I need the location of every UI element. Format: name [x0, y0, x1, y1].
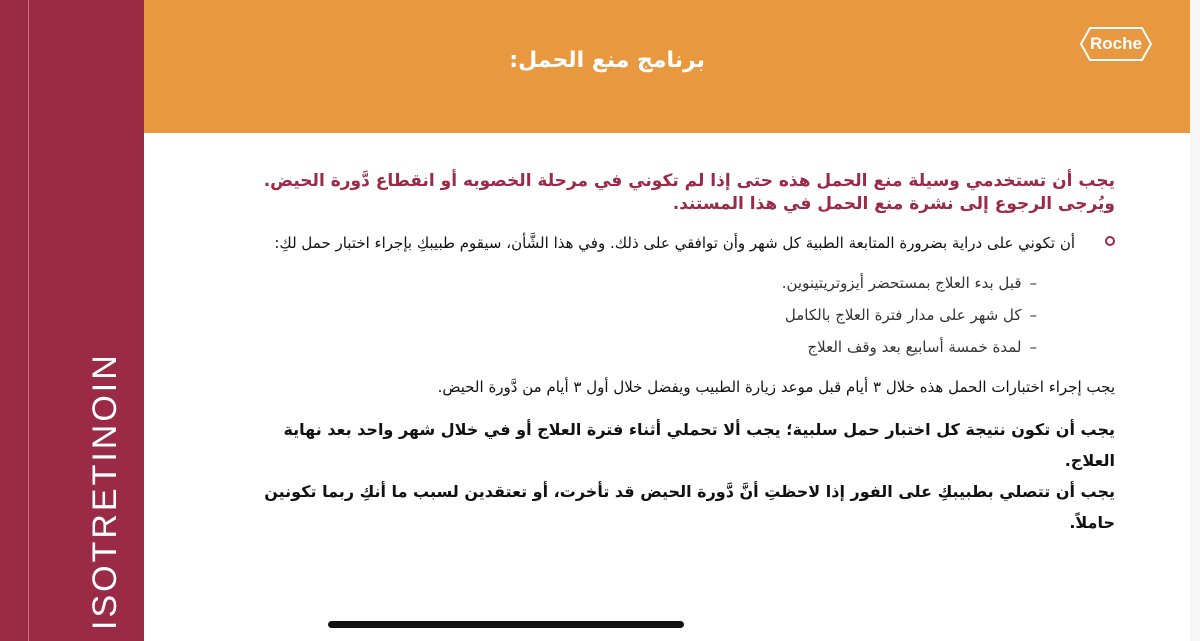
- list-item-text: لمدة خمسة أسابيع بعد وقف العلاج: [807, 338, 1022, 356]
- vertical-title: ISOTRETINOIN: [86, 352, 124, 630]
- dash-mark: –: [1029, 306, 1037, 324]
- list-item: [235, 338, 1037, 356]
- intro-paragraph: يجب أن تستخدمي وسيلة منع الحمل هذه حتى إذا لم تكوني في مرحلة الخصوبه أو انقطاع دَّورة الحيض. ويُرجى الرجوع إلى نشرة منع الحمل في هذا المستند.: [263, 171, 1115, 214]
- warning-line-2: يجب أن تتصلي بطبيبكِ على الفور إذا لاحظتِ أنَّ دَّورة الحيض قد تأخرت، أو تعتقدين لسبب ما أنكِ ربما تكونين حاملاً.: [264, 482, 1115, 532]
- sub-list: [235, 274, 1115, 356]
- sidebar-divider: [28, 0, 29, 641]
- bullet-text: أن تكوني على دراية بضرورة المتابعة الطبية كل شهر وأن توافقي على ذلك. وفي هذا الشَّأن، سيقوم طبيبكِ بإجراء اختبار حمل لكِ:: [274, 234, 1075, 252]
- list-item: [235, 306, 1037, 324]
- home-indicator[interactable]: [328, 621, 684, 628]
- header-banner: [144, 0, 1190, 133]
- note-paragraph: يجب إجراء اختبارات الحمل هذه خلال ٣ أيام قبل موعد زيارة الطبيب ويفضل خلال أول ٣ أيام من دَّورة الحيض.: [437, 378, 1115, 396]
- list-item-text: كل شهر على مدار فترة العلاج بالكامل: [784, 306, 1022, 324]
- bullet-item: [235, 234, 1115, 252]
- page-edge: [1190, 0, 1200, 641]
- dash-mark: –: [1029, 338, 1037, 356]
- list-item-text: قبل بدء العلاج بمستحضر أيزوتريتينوين.: [781, 274, 1022, 292]
- logo-text: Roche: [1090, 34, 1142, 53]
- warning-block: [235, 414, 1115, 538]
- page-title: برنامج منع الحمل:: [509, 48, 705, 73]
- list-item: [235, 274, 1037, 292]
- sidebar: [0, 0, 144, 641]
- dash-mark: –: [1029, 274, 1037, 292]
- circle-bullet-icon: [1105, 236, 1115, 246]
- warning-line-1: يجب أن تكون نتيجة كل اختبار حمل سلبية؛ يجب ألا تحملي أثناء فترة العلاج أو في خلال شهر واحد بعد نهاية العلاج.: [283, 420, 1115, 470]
- content: [235, 170, 1115, 538]
